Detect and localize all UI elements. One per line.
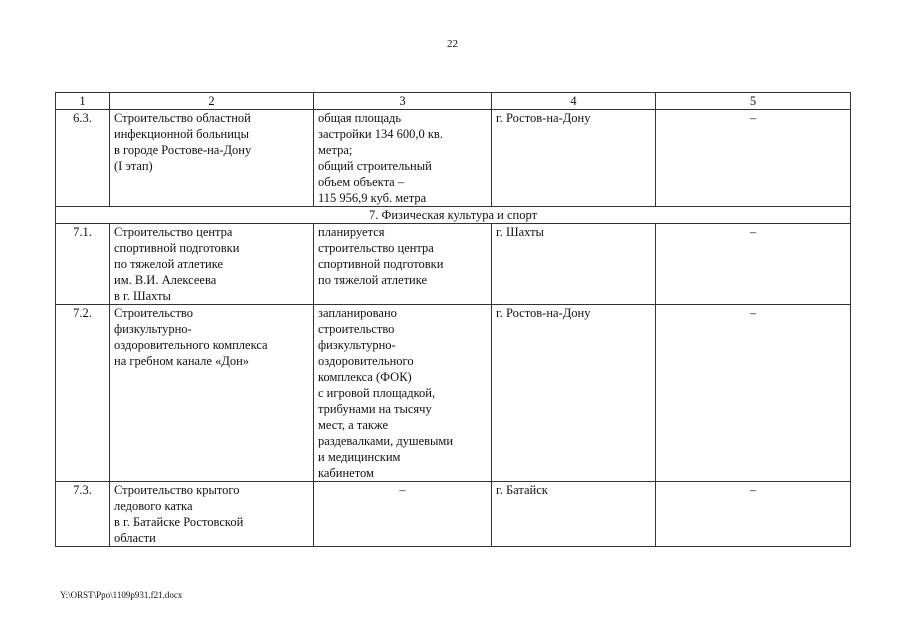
header-row: [56, 93, 851, 110]
description-line: строительство центра: [318, 241, 434, 255]
table-row: [56, 305, 851, 482]
section-title: 7. Физическая культура и спорт: [56, 207, 851, 224]
description-line: раздевалками, душевыми: [318, 434, 454, 448]
description-line: по тяжелой атлетике: [318, 273, 428, 287]
description-line: и медицинским: [318, 450, 401, 464]
description-line: физкультурно-: [318, 338, 396, 352]
object-name-line: по тяжелой атлетике: [114, 257, 224, 271]
description-line: 115 956,9 куб. метра: [318, 191, 427, 205]
object-name-cell: [110, 110, 314, 207]
description-line: запланировано: [318, 306, 397, 320]
file-path-footer: Y:\ORST\Ppo\1109p931.f21.docx: [60, 590, 183, 600]
document-table: [55, 92, 851, 547]
location-cell: г. Шахты: [492, 224, 656, 305]
column-5-cell: –: [656, 482, 851, 547]
object-name-line: (I этап): [114, 159, 153, 173]
description-line: метра;: [318, 143, 353, 157]
row-number: 6.3.: [56, 110, 110, 207]
object-name-line: в городе Ростове-на-Дону: [114, 143, 252, 157]
row-number: 7.1.: [56, 224, 110, 305]
table-row: [56, 110, 851, 207]
header-col-2: 2: [110, 93, 314, 110]
description-line: комплекса (ФОК): [318, 370, 412, 384]
section-row: [56, 207, 851, 224]
object-name-line: инфекционной больницы: [114, 127, 250, 141]
column-5-cell: –: [656, 224, 851, 305]
location-cell: г. Ростов-на-Дону: [492, 305, 656, 482]
object-name-line: Строительство: [114, 306, 194, 320]
description-line: планируется: [318, 225, 385, 239]
description-line: объем объекта –: [318, 175, 405, 189]
object-name-line: физкультурно-: [114, 322, 192, 336]
object-name-cell: [110, 224, 314, 305]
description-line: общий строительный: [318, 159, 432, 173]
object-name-line: на гребном канале «Дон»: [114, 354, 250, 368]
description-line: общая площадь: [318, 111, 402, 125]
object-name-line: им. В.И. Алексеева: [114, 273, 217, 287]
description-line: мест, а также: [318, 418, 389, 432]
description-cell: [314, 110, 492, 207]
column-5-cell: –: [656, 110, 851, 207]
object-name-line: Строительство центра: [114, 225, 233, 239]
description-line: застройки 134 600,0 кв.: [318, 127, 443, 141]
description-line: спортивной подготовки: [318, 257, 444, 271]
object-name-line: Строительство областной: [114, 111, 251, 125]
object-name-cell: [110, 305, 314, 482]
description-cell: –: [314, 482, 492, 547]
column-5-cell: –: [656, 305, 851, 482]
object-name-line: оздоровительного комплекса: [114, 338, 268, 352]
object-name-line: спортивной подготовки: [114, 241, 240, 255]
object-name-cell: [110, 482, 314, 547]
row-number: 7.2.: [56, 305, 110, 482]
table-row: [56, 224, 851, 305]
description-line: трибунами на тысячу: [318, 402, 432, 416]
description-line: кабинетом: [318, 466, 374, 480]
table-row: [56, 482, 851, 547]
description-line: оздоровительного: [318, 354, 414, 368]
object-name-line: области: [114, 531, 156, 545]
object-name-line: ледового катка: [114, 499, 193, 513]
object-name-line: в г. Батайске Ростовской: [114, 515, 244, 529]
object-name-line: Строительство крытого: [114, 483, 240, 497]
description-cell: [314, 224, 492, 305]
description-line: строительство: [318, 322, 395, 336]
description-cell: [314, 305, 492, 482]
location-cell: г. Ростов-на-Дону: [492, 110, 656, 207]
header-col-4: 4: [492, 93, 656, 110]
description-line: с игровой площадкой,: [318, 386, 436, 400]
object-name-line: в г. Шахты: [114, 289, 171, 303]
row-number: 7.3.: [56, 482, 110, 547]
page-number: 22: [447, 38, 458, 50]
header-col-3: 3: [314, 93, 492, 110]
header-col-5: 5: [656, 93, 851, 110]
location-cell: г. Батайск: [492, 482, 656, 547]
header-col-1: 1: [56, 93, 110, 110]
